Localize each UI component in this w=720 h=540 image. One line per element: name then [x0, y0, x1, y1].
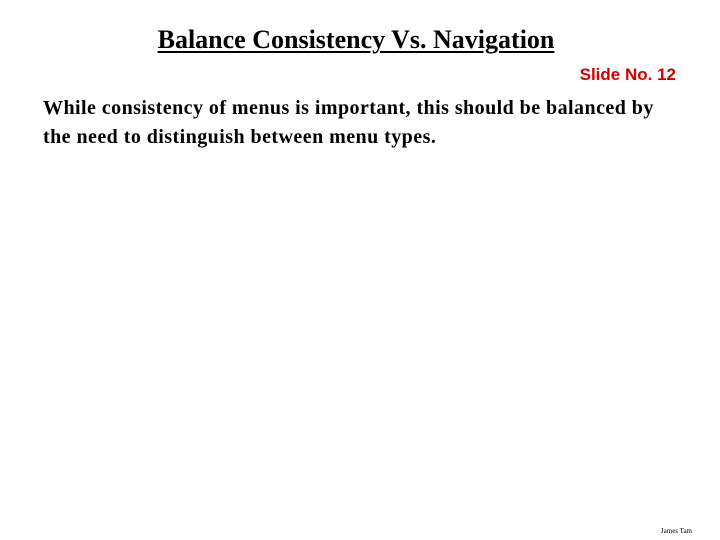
slide-body-text: While consistency of menus is important, this should be balanced by the need to distinguish between menu types. — [43, 97, 654, 148]
slide-number: Slide No. 12 — [579, 65, 676, 84]
slide-title — [0, 24, 712, 56]
footer-author: James Tam — [660, 527, 692, 535]
slide-title-text: Balance Consistency Vs. Navigation — [157, 25, 555, 54]
